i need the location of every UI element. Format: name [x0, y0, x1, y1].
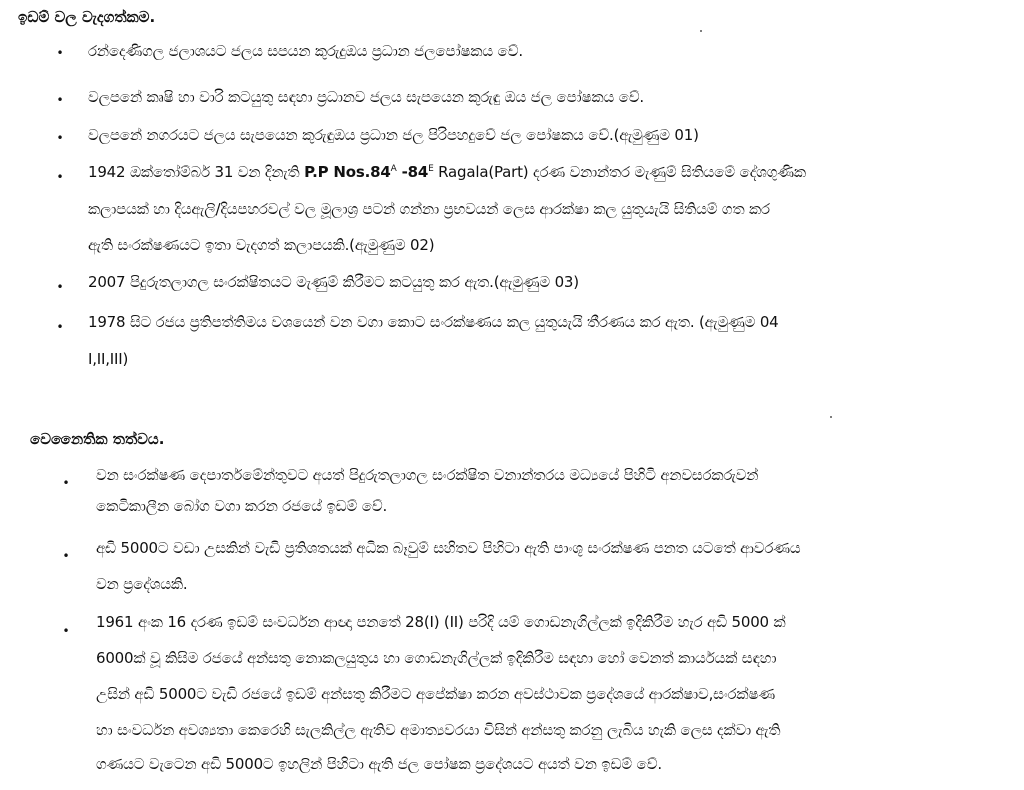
list-item-text: 1978 සිට රජය ප්‍රතිපත්තිමය වශයෙන් වන වගා කොට සංරක්ෂණය කල යුතුයැයි තීරණය කර ඇත. (ඇමුණුම 04	[88, 313, 779, 331]
list-item-text: වන සංරක්ෂණ දෙපාර්තමේන්තුවට අයත් පිදුරුතලාගල සංරක්ෂිත වනාන්තරය මධ්‍යයේ පිහිටි අනවසරකරුවන්	[96, 466, 759, 484]
list-item-text-part: 1942 ඔක්තෝම්බර් 31 වන දිනැති	[88, 163, 305, 181]
bullet: •	[62, 549, 70, 563]
section-heading-legal-status: වෙනෛතික තත්වය.	[30, 430, 165, 448]
list-item-text: 1961 අංක 16 දරණ ඉඩම් සංවර්ධන ආඥා පනතේ 28(I) (II) පරිදි යම් ගොඩනැගිල්ලක් ඉදිකිරීම හැර අඩි 5000 ක්	[96, 613, 786, 631]
list-item-text-continued: 6000ක් වූ කිසිම රජයේ අන්සතු නොකලයුතුය හා ගොඩනැගිල්ලක් ඉදිකිරීම සඳහා හෝ වෙනත් කාර්යයක් සඳහා	[96, 649, 777, 667]
list-item-text-continued: ඇති සංරක්ෂණයට ඉතා වැදගත් කලාපයකි.(ඇමුණුම 02)	[88, 236, 435, 254]
list-item-text-continued: කලාපයක් හා දියඇලි/දියපහරවල් වල මූලාශ්‍ර පටන් ගන්නා ප්‍රභවයන් ලෙස ආරක්ෂා කල යුතුයැයි සිතියම් ගත කර	[88, 200, 770, 218]
superscript-a: A	[390, 164, 397, 174]
bullet: •	[56, 320, 64, 334]
list-item-text-continued: I,II,III)	[88, 350, 129, 368]
bullet: •	[62, 476, 70, 490]
plan-number: P.P Nos.84	[304, 163, 391, 181]
scan-speck	[700, 30, 702, 32]
list-item-text	[88, 163, 806, 181]
list-item-text-continued: වන ප්‍රදේශයකි.	[96, 575, 188, 593]
list-item-text-continued: ගණයට වැටෙන අඩි 5000ට ඉහලින් පිහිටා ඇති ජල පෝෂක ප්‍රදේශයට අයත් වන ඉඩම් වේ.	[96, 755, 662, 773]
list-item-text: රන්දෙණිගල ජලාශයට ජලය සපයන කුරුදුඔය ප්‍රධාන ජලපෝෂකය වේ.	[88, 42, 523, 60]
list-item-text-continued: කෙටිකාලීන බෝග වගා කරන රජයේ ඉඩම් වේ.	[96, 497, 388, 515]
list-item-text: අඩි 5000ට වඩා උසකින් වැඩි ප්‍රතිශතයක් අධික බෑවුම් සහිතව පිහිටා ඇති පාංශු සංරක්ෂණ පනත යටතේ ආවරණය	[96, 539, 801, 557]
list-item-text: 2007 පිදුරුතලාගල සංරක්ෂිතයට මැණුම් කිරීමට කටයුතු කර ඇත.(ඇමුණුම 03)	[88, 273, 579, 291]
section-heading-land-importance: ඉඩම් වල වැදගත්කම.	[18, 8, 156, 26]
bullet: •	[56, 170, 64, 184]
list-item-text-continued: උසින් අඩි 5000ට වැඩි රජයේ ඉඩම් අන්සතු කිරීමට අපේක්ෂා කරන අවස්ථාවක ප්‍රදේශයේ ආරක්ෂාව,සංරක්ෂණ	[96, 685, 775, 703]
list-item-text: වලපනේ නගරයට ජලය සැපයෙන කුරුඳුඔය ප්‍රධාන ජල පිරිපහදුවේ ජල පෝෂකය වේ.(ඇමුණුම 01)	[88, 126, 699, 144]
bullet: •	[56, 93, 64, 107]
bullet: •	[56, 280, 64, 294]
bullet: •	[62, 624, 70, 638]
list-item-text: වලපනේ කෘෂි හා වාරි කටයුතු සඳහා ප්‍රධානව ජලය සැපයෙන කුරුඳු ඔය ජල පෝෂකය වේ.	[88, 88, 644, 106]
list-item-text-continued: හා සංවර්ධන අවශ්‍යතා කෙරෙහි සැලකිල්ල ඇතිව අමාත්‍යවරයා විසින් අන්සතු කරනු ලැබිය හැකි ලෙස දක්වා ඇති	[96, 721, 781, 739]
scan-speck	[830, 416, 832, 418]
plan-number-range: -84	[396, 163, 429, 181]
bullet: •	[56, 131, 64, 145]
superscript-e: E	[428, 164, 434, 174]
bullet: •	[56, 46, 64, 60]
list-item-text-part: Ragala(Part) දරණ වනාන්තර මැණුම් සිතියමේ දේශගුණික	[433, 163, 806, 181]
